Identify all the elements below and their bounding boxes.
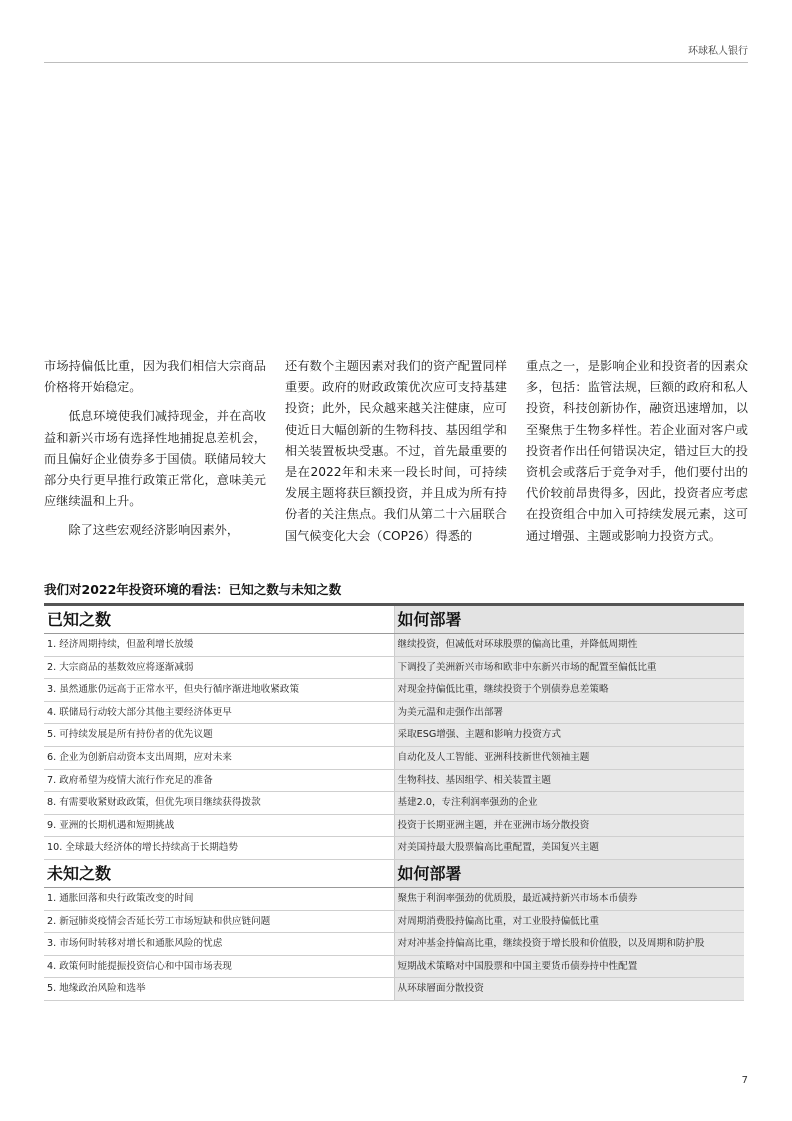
- unknown-header-right: 如何部署: [394, 860, 745, 887]
- unknown-cell: 5. 地缘政治风险和选举: [44, 978, 394, 1000]
- unknown-cell: 1. 通胀回落和央行政策改变的时间: [44, 888, 394, 910]
- unknown-cell: 3. 市场何时转移对增长和通胀风险的忧虑: [44, 933, 394, 955]
- known-cell: 4. 联储局行动较大部分其他主要经济体更早: [44, 702, 394, 724]
- paragraph: 重点之一，是影响企业和投资者的因素众多，包括：监管法规，巨额的政府和私人投资，科技创新协作，融资迅速增加，以至聚焦于生物多样性。若企业面对客户或投资者作出任何错误决定，错过巨大的投资机会或落后于竞争对手，他们要付出的代价较前昂贵得多，因此，投资者应考虑在投资组合中加入可持续发展元素，这可通过增强、主题或影响力投资方式。: [526, 359, 748, 543]
- unknown-cell: 2. 新冠肺炎疫情会否延长劳工市场短缺和供应链问题: [44, 911, 394, 933]
- table-row: [44, 770, 744, 793]
- outlook-table: [44, 603, 744, 1001]
- known-cell: 8. 有需要收紧财政政策，但优先项目继续获得拨款: [44, 792, 394, 814]
- header-divider: [44, 62, 748, 63]
- deploy-cell: 对对冲基金持偏高比重，继续投资于增长股和价值股，以及周期和防护股: [394, 933, 745, 955]
- table-row: [44, 747, 744, 770]
- unknown-cell: 4. 政策何时能提振投资信心和中国市场表现: [44, 956, 394, 978]
- table-title: 我们对2022年投资环境的看法：已知之数与未知之数: [44, 582, 342, 597]
- deploy-cell: 自动化及人工智能、亚洲科技新世代领袖主题: [394, 747, 745, 769]
- body-columns: [44, 356, 748, 555]
- table-row: [44, 956, 744, 979]
- known-cell: 1. 经济周期持续，但盈利增长放缓: [44, 634, 394, 656]
- table-row: [44, 724, 744, 747]
- deploy-cell: 为美元温和走强作出部署: [394, 702, 745, 724]
- body-column-3: [526, 356, 748, 555]
- paragraph: 低息环境使我们减持现金，并在高收益和新兴市场有选择性地捕捉息差机会，而且偏好企业债券多于国债。联储局较大部分央行更早推行政策正常化，意味美元应继续温和上升。: [44, 409, 266, 509]
- table-row: [44, 888, 744, 911]
- table-row: [44, 933, 744, 956]
- unknown-header-left: 未知之数: [44, 860, 394, 887]
- known-cell: 5. 可持续发展是所有持份者的优先议题: [44, 724, 394, 746]
- deploy-cell: 生物科技、基因组学、相关装置主题: [394, 770, 745, 792]
- paragraph: 还有数个主题因素对我们的资产配置同样重要。政府的财政政策优次应可支持基建投资；此外，民众越来越关注健康，应可使近日大幅创新的生物科技、基因组学和相关装置板块受惠。不过，首先最重要的是在2022年和未来一段长时间，可持续发展主题将获巨额投资，并且成为所有持份者的关注焦点。我们从第二十六届联合国气候变化大会（COP26）得悉的: [285, 359, 507, 543]
- known-header-right: 如何部署: [394, 606, 745, 633]
- paragraph: 除了这些宏观经济影响因素外，: [68, 523, 240, 538]
- body-column-2: [285, 356, 507, 555]
- known-header-left: 已知之数: [44, 606, 394, 633]
- header-label: 环球私人银行: [688, 46, 748, 57]
- table-row: [44, 978, 744, 1001]
- table-row: [44, 702, 744, 725]
- page-number: 7: [741, 1075, 748, 1086]
- table-row: [44, 657, 744, 680]
- unknown-rows: [44, 888, 744, 1001]
- table-row: [44, 634, 744, 657]
- table-row: [44, 792, 744, 815]
- deploy-cell: 短期战术策略对中国股票和中国主要货币债券持中性配置: [394, 956, 745, 978]
- deploy-cell: 对美国持最大股票偏高比重配置，美国复兴主题: [394, 837, 745, 859]
- deploy-cell: 投资于长期亚洲主题，并在亚洲市场分散投资: [394, 815, 745, 837]
- deploy-cell: 对周期消费股持偏高比重，对工业股持偏低比重: [394, 911, 745, 933]
- deploy-cell: 聚焦于利润率强劲的优质股，最近减持新兴市场本币债券: [394, 888, 745, 910]
- body-column-1: [44, 356, 266, 555]
- deploy-cell: 继续投资，但减低对环球股票的偏高比重，并降低周期性: [394, 634, 745, 656]
- known-cell: 7. 政府希望为疫情大流行作充足的准备: [44, 770, 394, 792]
- known-cell: 9. 亚洲的长期机遇和短期挑战: [44, 815, 394, 837]
- table-row: [44, 837, 744, 860]
- known-cell: 2. 大宗商品的基数效应将逐渐减弱: [44, 657, 394, 679]
- known-rows: [44, 634, 744, 860]
- deploy-cell: 从环球層面分散投资: [394, 978, 745, 1000]
- known-cell: 6. 企业为创新启动资本支出周期，应对未来: [44, 747, 394, 769]
- deploy-cell: 下调投了美洲新兴市场和欧非中东新兴市场的配置至偏低比重: [394, 657, 745, 679]
- table-row: [44, 679, 744, 702]
- deploy-cell: 采取ESG增强、主题和影响力投资方式: [394, 724, 745, 746]
- known-section-header: [44, 606, 744, 634]
- known-cell: 10. 全球最大经济体的增长持续高于长期趋势: [44, 837, 394, 859]
- table-row: [44, 911, 744, 934]
- deploy-cell: 对现金持偏低比重，继续投资于个别债券息差策略: [394, 679, 745, 701]
- deploy-cell: 基建2.0，专注利润率强劲的企业: [394, 792, 745, 814]
- table-row: [44, 815, 744, 838]
- unknown-section-header: [44, 860, 744, 888]
- paragraph: 市场持偏低比重，因为我们相信大宗商品价格将开始稳定。: [44, 359, 266, 395]
- known-cell: 3. 虽然通胀仍远高于正常水平，但央行循序渐进地收紧政策: [44, 679, 394, 701]
